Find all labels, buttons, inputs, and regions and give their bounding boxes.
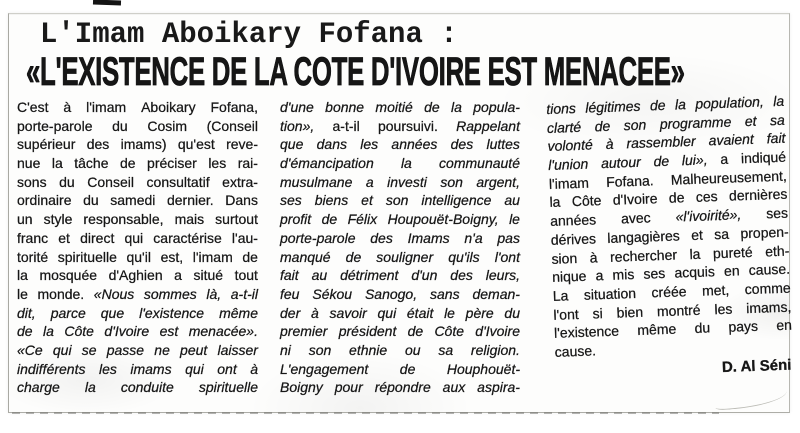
word: de <box>345 248 362 265</box>
word: la <box>451 99 462 115</box>
text-line <box>280 211 520 230</box>
text-line <box>17 286 258 305</box>
word: qui <box>185 360 204 377</box>
word: son <box>440 173 463 190</box>
word: Sanogo, <box>364 285 418 302</box>
word: années <box>391 136 438 153</box>
word: les <box>208 155 227 172</box>
word: monde. <box>37 285 85 302</box>
word: eth- <box>764 242 790 259</box>
word: nique <box>551 267 587 286</box>
word: du <box>83 192 99 209</box>
word: la <box>400 155 412 172</box>
word: son <box>385 192 409 209</box>
word: des <box>450 136 474 153</box>
body-column-2 <box>280 99 520 398</box>
word: à <box>605 136 614 153</box>
word: programme <box>659 113 732 132</box>
word: années <box>549 211 597 230</box>
word: a <box>365 173 374 190</box>
word: tions <box>546 99 577 117</box>
word: en <box>776 316 793 334</box>
word: langagières <box>607 227 680 246</box>
text-line <box>280 361 520 380</box>
word: sommes <box>143 285 197 302</box>
word: l'ont <box>494 248 520 265</box>
word: de <box>407 323 424 340</box>
text-line <box>17 267 258 286</box>
word: la <box>689 245 701 262</box>
word: la <box>549 193 561 211</box>
word: situé <box>193 267 224 284</box>
word: Rappelant <box>456 117 520 134</box>
word: population, <box>695 93 765 112</box>
word: supérieur <box>17 136 76 153</box>
text-line <box>17 99 258 118</box>
word: consultatif <box>146 173 210 190</box>
word: la <box>51 155 63 172</box>
word: rassembler <box>626 133 696 152</box>
word: des <box>370 229 393 246</box>
word: nue <box>17 155 41 172</box>
word: «Ce <box>17 341 43 358</box>
word: d'une <box>280 99 314 115</box>
word: laisser <box>217 341 258 358</box>
word: dans <box>316 136 347 153</box>
word: porte-parole <box>280 229 356 246</box>
word: ethnie <box>349 341 388 358</box>
word: qui <box>124 229 144 246</box>
word: Côte <box>64 323 94 340</box>
word: à <box>310 304 319 321</box>
word: feu <box>280 285 300 302</box>
word: la <box>17 267 28 284</box>
word: d'Ivoire <box>475 323 520 340</box>
word: l'imam <box>548 174 590 192</box>
word: indiqué <box>740 148 787 167</box>
word: d'un <box>411 267 438 284</box>
article-headline: «L'EXISTENCE DE LA COTE D'IVOIRE EST MENACEE» <box>26 50 685 95</box>
word: les <box>360 136 379 153</box>
word: Imams <box>407 229 450 246</box>
text-line <box>17 379 258 398</box>
word: ces <box>695 188 718 206</box>
word: et <box>690 226 704 243</box>
word: poursuivi. <box>377 117 438 134</box>
word: franc <box>17 229 49 246</box>
word: Côte <box>571 192 602 210</box>
word: cause. <box>554 342 597 360</box>
word: est <box>159 323 179 340</box>
word: de <box>321 211 338 228</box>
word: la <box>84 379 96 396</box>
word: de <box>242 248 258 265</box>
word: Dans <box>225 192 258 209</box>
word: la <box>674 96 687 113</box>
word: passe <box>106 341 145 358</box>
word: tion», <box>280 117 315 134</box>
word: du <box>112 117 128 134</box>
word: Félix <box>347 211 378 228</box>
author-signature: D. Al Séni <box>721 356 792 376</box>
word: tout <box>234 267 258 284</box>
word: biens <box>314 192 349 209</box>
text-line <box>17 249 258 268</box>
word: (Conseil <box>206 117 258 134</box>
word: leurs, <box>485 267 520 284</box>
word: l'imam <box>86 99 127 115</box>
paper-tear-mark <box>714 389 787 411</box>
word: créée <box>651 283 687 301</box>
word: son <box>623 116 647 133</box>
word: «l'ivoirité», <box>675 206 742 225</box>
text-line <box>280 155 520 174</box>
word: détriment <box>340 267 399 284</box>
text-line <box>17 305 258 324</box>
word: sons <box>17 173 47 190</box>
word: Conseil <box>87 173 134 190</box>
text-line <box>17 342 258 361</box>
word: Aboikary <box>141 99 196 115</box>
word: sa <box>713 225 730 243</box>
word: pour <box>334 379 363 396</box>
word: reve- <box>226 136 258 153</box>
word: spirituelle <box>57 248 117 265</box>
word: d'émancipation <box>280 155 374 172</box>
word: aux <box>442 379 466 396</box>
word: dit, <box>17 304 36 321</box>
text-line <box>17 323 258 342</box>
word: Fofana. <box>605 172 654 190</box>
text-line <box>17 174 258 193</box>
word: l'existence <box>553 322 620 342</box>
word: Houpouët-Boigny, <box>387 211 499 228</box>
word: ses <box>280 192 302 209</box>
word: qui <box>52 341 72 358</box>
word: luttes <box>486 136 520 153</box>
ink-smudge <box>93 0 121 5</box>
text-line <box>17 230 258 249</box>
word: d'Aghien <box>108 267 163 284</box>
text-line <box>280 286 520 305</box>
text-line <box>280 379 520 398</box>
word: le <box>444 304 455 321</box>
word: répondre <box>374 379 431 396</box>
word: des <box>86 136 110 153</box>
word: de <box>399 360 416 377</box>
word: ou <box>404 341 421 358</box>
word: moitié <box>375 99 413 115</box>
word: spirituelle <box>198 379 258 396</box>
word: ses <box>643 265 666 282</box>
word: menacée». <box>188 323 258 340</box>
word: même <box>637 320 677 339</box>
word: de <box>424 99 440 115</box>
word: à <box>63 99 72 115</box>
word: mis <box>612 266 635 283</box>
word: argent, <box>476 173 520 190</box>
word: l'imam <box>192 248 233 265</box>
word: avaient <box>708 131 755 149</box>
word: les <box>714 300 733 317</box>
word: imams <box>130 360 172 377</box>
text-line <box>17 211 258 230</box>
word: «Nous <box>93 285 135 302</box>
word: caractérise <box>153 229 222 246</box>
word: les <box>98 360 117 377</box>
word: l'union <box>547 155 589 174</box>
word: dérives <box>550 230 597 248</box>
word: extra- <box>222 173 258 190</box>
text-line <box>280 249 520 268</box>
word: Malheureusement, <box>670 167 788 188</box>
text-line <box>280 174 520 193</box>
word: sa <box>438 341 454 358</box>
word: deman- <box>472 285 520 302</box>
word: dernier. <box>166 192 214 209</box>
word: même <box>219 304 258 321</box>
word: savoir <box>329 304 367 321</box>
word: Sékou <box>312 285 353 302</box>
word: tâche <box>74 155 109 172</box>
word: et <box>744 112 757 129</box>
word: religion. <box>470 341 520 358</box>
word: et <box>361 192 373 209</box>
word: du <box>694 319 711 337</box>
word: L'engagement <box>280 360 369 377</box>
word: a <box>595 267 604 284</box>
word: son <box>308 341 332 358</box>
word: bonne <box>325 99 365 115</box>
word: se <box>81 341 97 358</box>
word: la <box>43 323 54 340</box>
word: que <box>100 304 125 321</box>
word: surtout <box>215 211 258 228</box>
word: du <box>504 304 520 321</box>
word: souligner <box>376 248 434 265</box>
word: sans <box>430 285 460 302</box>
word: parce <box>50 304 86 321</box>
word: intelligence <box>421 192 492 209</box>
text-line <box>280 267 520 286</box>
text-line <box>17 192 258 211</box>
text-line <box>280 136 520 155</box>
text-line <box>280 99 520 118</box>
word: était <box>406 304 434 321</box>
word: fait <box>280 267 299 284</box>
word: mais <box>174 211 205 228</box>
word: propen- <box>740 223 789 242</box>
word: imams) <box>120 136 167 153</box>
text-line <box>280 323 520 342</box>
word: légitimes <box>585 97 641 116</box>
word: fait <box>766 130 786 147</box>
word: a <box>174 267 182 284</box>
word: mosquée <box>39 267 98 284</box>
word: premier <box>280 323 328 340</box>
word: ordinaire <box>17 192 72 209</box>
article-kicker: L'Imam Aboikary Fofana : <box>40 17 458 52</box>
word: clarté <box>546 118 582 136</box>
word: met, <box>701 281 730 299</box>
word: popula- <box>473 99 520 115</box>
word: ses <box>765 204 789 222</box>
word: des <box>450 267 473 284</box>
word: lui», <box>681 151 708 169</box>
word: cause. <box>748 260 791 279</box>
word: de <box>668 189 685 207</box>
text-line <box>280 305 520 324</box>
word: aspira- <box>477 379 520 396</box>
word: d'Ivoire <box>104 323 150 340</box>
word: Houphouët- <box>446 360 520 377</box>
word: La <box>552 287 569 304</box>
word: d'Ivoire <box>612 190 658 209</box>
word: sion <box>551 249 578 267</box>
word: avec <box>620 209 651 227</box>
word: au <box>504 192 520 209</box>
word: pureté <box>712 243 753 261</box>
word: l'ont <box>553 305 579 323</box>
word: style <box>43 211 73 228</box>
word: volonté <box>547 136 593 155</box>
word: dernières <box>728 186 788 205</box>
word: qui <box>377 304 397 321</box>
word: samedi <box>110 192 156 209</box>
word: Cosim <box>147 117 187 134</box>
word: préciser <box>147 155 197 172</box>
word: l'au- <box>231 229 258 246</box>
text-line <box>17 118 258 137</box>
word: rechercher <box>609 246 678 265</box>
word: du <box>59 173 75 190</box>
word: si <box>592 304 603 322</box>
word: C'est <box>17 99 49 115</box>
word: à <box>589 248 598 266</box>
word: qu'ils <box>448 248 480 265</box>
word: que <box>280 136 304 153</box>
word: ne <box>154 341 170 358</box>
text-line <box>280 230 520 249</box>
word: montré <box>656 301 701 319</box>
word: responsable, <box>83 211 164 228</box>
word: Fofana, <box>210 99 258 115</box>
body-column-3 <box>546 93 794 382</box>
word: der <box>280 304 301 321</box>
word: là, <box>206 285 222 302</box>
word: de <box>119 155 136 172</box>
word: rai- <box>237 155 258 172</box>
word: indifférents <box>17 360 86 377</box>
word: conduite <box>120 379 174 396</box>
word: comme <box>744 279 791 298</box>
text-line <box>17 361 258 380</box>
word: ni <box>280 341 291 358</box>
word: autour <box>600 153 642 172</box>
word: un <box>17 211 33 228</box>
word: pays <box>728 317 759 336</box>
word: profit <box>280 211 312 228</box>
word: ont <box>217 360 237 377</box>
word: et <box>58 229 70 246</box>
word: qu'est <box>177 136 215 153</box>
word: sa <box>769 111 786 128</box>
word: en <box>723 262 740 280</box>
word: communauté <box>439 155 520 172</box>
word: de <box>653 152 670 170</box>
word: père <box>465 304 494 321</box>
word: charge <box>17 379 60 396</box>
word: au <box>311 267 328 284</box>
word: a-t-il <box>230 285 258 302</box>
word: l'existence <box>139 304 205 321</box>
word: la <box>772 92 785 110</box>
word: direct <box>80 229 115 246</box>
word: Boigny <box>280 379 323 396</box>
word: a-t-il <box>332 117 360 134</box>
body-column-1 <box>17 99 258 398</box>
word: Côte <box>434 323 465 340</box>
word: imams, <box>745 298 792 316</box>
word: acquis <box>674 263 716 281</box>
word: peut <box>180 341 208 358</box>
word: de <box>17 323 33 340</box>
word: porte-parole <box>17 117 93 134</box>
text-line <box>280 342 520 361</box>
word: est, <box>160 248 184 265</box>
word: a <box>720 150 729 168</box>
text-line <box>280 192 520 211</box>
word: torité <box>17 248 49 265</box>
word: investi <box>387 173 427 190</box>
word: à <box>250 360 258 377</box>
word: manqué <box>280 248 331 265</box>
word: le <box>509 211 520 228</box>
word: président <box>338 323 397 340</box>
word: de <box>649 96 666 114</box>
word: de <box>594 117 611 135</box>
word: pas <box>497 229 520 246</box>
word: situation <box>583 284 637 303</box>
word: n'a <box>464 229 483 246</box>
word: bien <box>616 303 644 321</box>
word: qu'il <box>126 248 151 265</box>
text-line <box>17 136 258 155</box>
word: musulmane <box>280 173 353 190</box>
word: le <box>17 285 28 302</box>
text-line <box>17 155 258 174</box>
text-line <box>280 118 520 137</box>
